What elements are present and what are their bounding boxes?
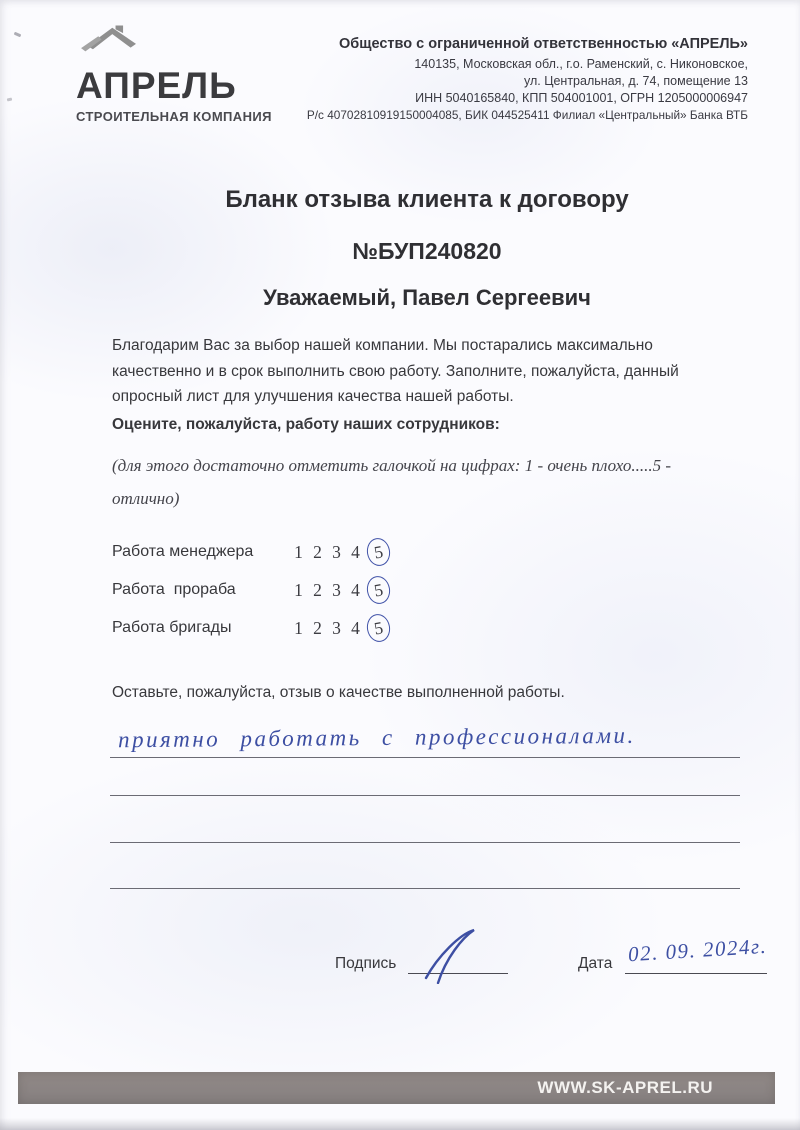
rating-row-foreman bbox=[112, 578, 390, 602]
rate-instruction-note: (для этого достаточно отметить галочкой на цифрах: 1 - очень плохо.....5 - отлично) bbox=[112, 456, 672, 508]
rating-label: Работа менеджера bbox=[112, 543, 254, 560]
intro-paragraph: Благодарим Вас за выбор нашей компании. Мы постарались максимально качественно и в срок выполнить свою работу. Заполните, пожалуйста, данный опросный лист для улучшения качества нашей работы. bbox=[112, 337, 679, 405]
rating-selected-circle bbox=[365, 574, 393, 606]
rating-option-4: 4 bbox=[351, 579, 360, 600]
rating-scale bbox=[294, 614, 390, 642]
rating-option-2: 2 bbox=[313, 579, 322, 600]
ratings-section bbox=[112, 540, 390, 654]
company-logo bbox=[76, 14, 272, 124]
rating-option-5: 5 bbox=[372, 578, 385, 601]
company-name: Общество с ограниченной ответственностью «АПРЕЛЬ» bbox=[339, 36, 748, 52]
scan-edge-shadow bbox=[0, 1118, 800, 1130]
writing-line-1 bbox=[110, 757, 740, 758]
contract-number: №БУП240820 bbox=[352, 238, 502, 264]
company-requisites bbox=[307, 36, 748, 124]
rating-row-crew bbox=[112, 616, 390, 640]
document-title-block bbox=[112, 186, 742, 311]
form-title: Бланк отзыва клиента к договору bbox=[225, 186, 629, 213]
rating-row-manager bbox=[112, 540, 390, 564]
rating-option-4: 4 bbox=[351, 617, 360, 638]
handwritten-review: приятно работать с профессионалами. bbox=[117, 722, 636, 753]
rating-option-1: 1 bbox=[294, 541, 303, 562]
company-inn-kpp-ogrn: ИНН 5040165840, КПП 504001001, ОГРН 1205000006947 bbox=[415, 91, 748, 105]
rating-option-5: 5 bbox=[372, 616, 385, 639]
rating-scale bbox=[294, 538, 390, 566]
rating-option-5: 5 bbox=[372, 540, 385, 563]
website-url: WWW.SK-APREL.RU bbox=[537, 1078, 713, 1097]
roof-logo-icon bbox=[80, 14, 150, 64]
rating-scale bbox=[294, 576, 390, 604]
writing-line-3 bbox=[110, 842, 740, 843]
rating-label: Работа бригады bbox=[112, 619, 232, 636]
rating-option-1: 1 bbox=[294, 579, 303, 600]
rating-option-2: 2 bbox=[313, 541, 322, 562]
scan-artifact bbox=[7, 98, 13, 102]
rating-selected-circle bbox=[365, 536, 393, 568]
rate-prompt: Оцените, пожалуйста, работу наших сотрудников: bbox=[112, 416, 500, 433]
date-label: Дата bbox=[578, 955, 613, 972]
brand-tagline: СТРОИТЕЛЬНАЯ КОМПАНИЯ bbox=[76, 109, 272, 124]
footer-bar bbox=[18, 1072, 775, 1104]
brand-name: АПРЕЛЬ bbox=[76, 65, 237, 106]
handwritten-date: 02. 09. 2024г. bbox=[627, 933, 768, 967]
rating-selected-circle bbox=[365, 612, 393, 644]
writing-line-2 bbox=[110, 795, 740, 796]
client-name: Уважаемый, Павел Сергеевич bbox=[263, 285, 591, 310]
company-bank-details: Р/с 40702810919150004085, БИК 044525411 Филиал «Центральный» Банка ВТБ bbox=[306, 108, 748, 122]
handwritten-signature bbox=[416, 926, 488, 989]
rating-label: Работа прораба bbox=[112, 581, 236, 598]
rating-option-1: 1 bbox=[294, 617, 303, 638]
writing-line-4 bbox=[110, 888, 740, 889]
signature-label: Подпись bbox=[335, 955, 397, 972]
company-address-2: ул. Центральная, д. 74, помещение 13 bbox=[524, 74, 748, 88]
date-line bbox=[625, 973, 767, 974]
rating-option-3: 3 bbox=[332, 541, 341, 562]
rating-option-3: 3 bbox=[332, 579, 341, 600]
feedback-prompt: Оставьте, пожалуйста, отзыв о качестве выполненной работы. bbox=[112, 684, 565, 701]
company-address-1: 140135, Московская обл., г.о. Раменский, с. Никоновское, bbox=[414, 57, 748, 71]
rating-option-2: 2 bbox=[313, 617, 322, 638]
rating-option-4: 4 bbox=[351, 541, 360, 562]
scan-artifact bbox=[14, 32, 22, 38]
rating-option-3: 3 bbox=[332, 617, 341, 638]
